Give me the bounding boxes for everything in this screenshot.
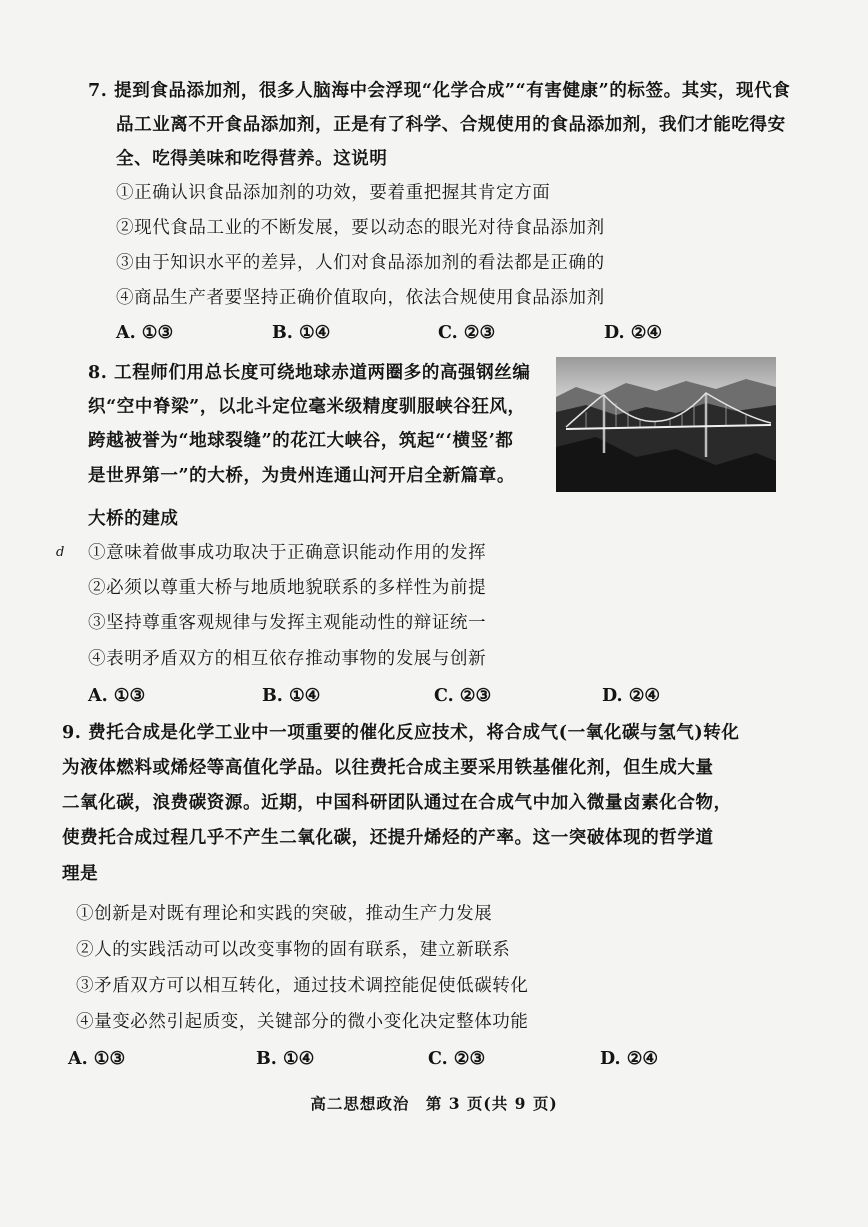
q7-choice-c: C. ②③	[438, 323, 496, 343]
q8-option-3: ③坚持尊重客观规律与发挥主观能动性的辩证统一	[88, 613, 487, 633]
q7-stem-line-1: 7. 提到食品添加剂，很多人脑海中会浮现“化学合成”“有害健康”的标签。其实，现代食	[88, 81, 791, 101]
q8-option-1: ①意味着做事成功取决于正确意识能动作用的发挥	[88, 543, 487, 563]
q9-stem-line-3: 二氧化碳，浪费碳资源。近期，中国科研团队通过在合成气中加入微量卤素化合物，	[62, 793, 732, 813]
q9-option-4: ④量变必然引起质变，关键部分的微小变化决定整体功能	[76, 1012, 529, 1032]
q8-stem-line-4: 是世界第一”的大桥，为贵州连通山河开启全新篇章。	[88, 466, 515, 486]
q9-choice-a: A. ①③	[68, 1049, 126, 1069]
q7-choice-d: D. ②④	[604, 323, 663, 343]
q8-choice-a: A. ①③	[88, 686, 146, 706]
handwritten-mark: d	[56, 545, 65, 560]
q9-stem-line-5: 理是	[62, 864, 99, 884]
q9-choice-c: C. ②③	[428, 1049, 486, 1069]
q8-option-2: ②必须以尊重大桥与地质地貌联系的多样性为前提	[88, 578, 487, 598]
q7-option-1: ①正确认识食品添加剂的功效，要着重把握其肯定方面	[116, 183, 551, 203]
q8-choice-d: D. ②④	[602, 686, 661, 706]
q9-option-1: ①创新是对既有理论和实践的突破，推动生产力发展	[76, 904, 493, 924]
q8-stem-line-2: 织“空中脊梁”，以北斗定位毫米级精度驯服峡谷狂风，	[88, 397, 526, 417]
q8-option-4: ④表明矛盾双方的相互依存推动事物的发展与创新	[88, 649, 487, 669]
q8-choice-c: C. ②③	[434, 686, 492, 706]
q7-option-2: ②现代食品工业的不断发展，要以动态的眼光对待食品添加剂	[116, 218, 605, 238]
q8-choice-b: B. ①④	[262, 686, 321, 706]
q9-stem-line-2: 为液体燃料或烯烃等高值化学品。以往费托合成主要采用铁基催化剂，但生成大量	[62, 758, 714, 778]
q7-stem-line-3: 全、吃得美味和吃得营养。这说明	[116, 149, 388, 169]
q8-stem-line-5: 大桥的建成	[88, 509, 179, 529]
q9-option-3: ③矛盾双方可以相互转化，通过技术调控能促使低碳转化	[76, 976, 529, 996]
q9-choice-b: B. ①④	[256, 1049, 315, 1069]
q7-choice-b: B. ①④	[272, 323, 331, 343]
q9-stem-line-4: 使费托合成过程几乎不产生二氧化碳，还提升烯烃的产率。这一突破体现的哲学道	[62, 828, 714, 848]
bridge-photo	[556, 357, 776, 492]
q7-option-4: ④商品生产者要坚持正确价值取向，依法合规使用食品添加剂	[116, 288, 605, 308]
q7-option-3: ③由于知识水平的差异，人们对食品添加剂的看法都是正确的	[116, 253, 605, 273]
q7-choice-a: A. ①③	[116, 323, 174, 343]
page-footer: 高二思想政治 第 3 页(共 9 页)	[310, 1094, 558, 1113]
q8-stem-line-3: 跨越被誉为“地球裂缝”的花江大峡谷，筑起“‘横竖’都	[88, 431, 514, 451]
q9-stem-line-1: 9. 费托合成是化学工业中一项重要的催化反应技术，将合成气(一氧化碳与氢气)转化	[62, 723, 740, 743]
q9-choice-d: D. ②④	[600, 1049, 659, 1069]
q7-stem-line-2: 品工业离不开食品添加剂，正是有了科学、合规使用的食品添加剂，我们才能吃得安	[116, 115, 786, 135]
q8-stem-line-1: 8. 工程师们用总长度可绕地球赤道两圈多的高强钢丝编	[88, 363, 531, 383]
q9-option-2: ②人的实践活动可以改变事物的固有联系，建立新联系	[76, 940, 511, 960]
